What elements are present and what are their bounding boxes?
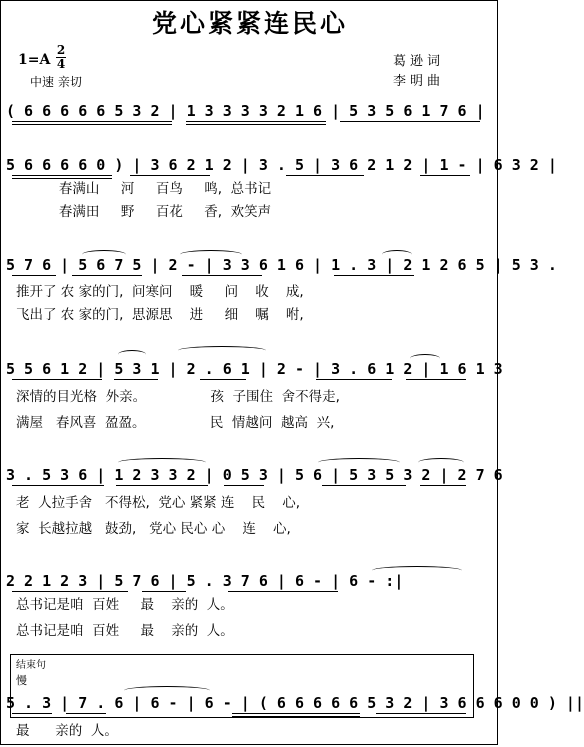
beam — [130, 175, 210, 176]
beam — [12, 379, 102, 380]
beam — [334, 275, 414, 276]
time-signature-bottom: 4 — [56, 57, 66, 71]
lyric-row-2-verse-1: 春满山 河 百鸟 鸣, 总书记 — [16, 181, 272, 197]
slur — [318, 458, 400, 467]
beam — [322, 485, 406, 486]
lyric-row-7: 最 亲的 人。 — [16, 723, 118, 739]
slur — [178, 346, 266, 355]
notation-row-1: ( 6 6 6 6 6 5 3 2 | 1 3 3 3 3 2 1 6 | 5 3 5 6 1 7 6 | — [6, 102, 485, 120]
beam — [228, 591, 338, 592]
lyric-row-3-verse-1: 推开了 农 家的门, 问寒问 暖 问 收 成, — [16, 284, 304, 300]
beam — [316, 379, 392, 380]
beam — [12, 175, 112, 176]
key-signature: 1=A — [18, 52, 51, 68]
beam — [12, 275, 56, 276]
coda-tempo: 慢 — [16, 674, 27, 687]
tempo-marking: 中速 亲切 — [30, 75, 82, 89]
slur — [124, 686, 210, 695]
beam — [12, 591, 128, 592]
slur — [118, 458, 206, 467]
time-signature-top: 2 — [56, 43, 66, 57]
beam — [406, 379, 466, 380]
lyric-row-4-verse-2: 满屋 春风喜 盈盈。 民 情越问 越高 兴, — [16, 415, 335, 431]
beam — [224, 485, 264, 486]
lyric-row-5-verse-1: 老 人拉手舍 不得松, 党心 紧紧 连 民 心, — [16, 495, 301, 511]
beam — [286, 175, 364, 176]
beam — [376, 713, 466, 714]
beam — [142, 591, 186, 592]
lyric-row-3-verse-2: 飞出了 农 家的门, 思源思 进 细 嘱 咐, — [16, 307, 304, 323]
notation-row-7: 5 . 3 | 7 . 6 | 6 - | 6 - | ( 6 6 6 6 6 5 3 2 | 3 6 6 6 0 0 ) || — [6, 694, 584, 712]
song-title: 党心紧紧连民心 — [151, 9, 348, 38]
beam — [114, 379, 158, 380]
beam — [12, 713, 52, 714]
beam — [186, 121, 326, 122]
beam — [200, 379, 246, 380]
coda-label: 结束句 — [16, 660, 46, 671]
beam — [12, 485, 104, 486]
lyric-row-6-verse-1: 总书记是咱 百姓 最 亲的 人。 — [16, 597, 234, 613]
beam — [232, 716, 360, 717]
lyric-row-6-verse-2: 总书记是咱 百姓 最 亲的 人。 — [16, 623, 234, 639]
slur — [180, 250, 242, 259]
notation-row-6: 2 2 1 2 3 | 5 7 6 | 5 . 3 7 6 | 6 - | 6 - :| — [6, 572, 404, 590]
time-signature — [56, 44, 66, 71]
beam — [420, 175, 470, 176]
beam — [12, 121, 172, 122]
lyric-row-5-verse-2: 家 长越拉越 鼓劲, 党心 民心 心 连 心, — [16, 521, 291, 537]
notation-row-5: 3 . 5 3 6 | 1 2 3 3 2 | 0 5 3 | 5 6 | 5 3 5 3 2 | 2 7 6 — [6, 466, 503, 484]
notation-row-3: 5 7 6 | 5 6 7 5 | 2 - | 3 3 6 1 6 | 1 . 3 | 2 1 2 6 5 | 5 3 . — [6, 256, 557, 274]
lyric-row-2-verse-2: 春满田 野 百花 香, 欢笑声 — [16, 204, 272, 220]
lyricist-credit: 葛逊词 — [393, 54, 445, 69]
beam — [340, 121, 480, 122]
slur — [418, 458, 464, 467]
lyric-row-4-verse-1: 深情的目光格 外亲。 孩 子围住 舍不得走, — [16, 389, 340, 405]
beam — [116, 485, 208, 486]
beam — [72, 275, 142, 276]
notation-row-2: 5 6 6 6 6 0 ) | 3 6 2 1 2 | 3 . 5 | 3 6 2 1 2 | 1 - | 6 3 2 | — [6, 156, 557, 174]
slur — [82, 250, 126, 259]
slur — [410, 354, 440, 363]
beam — [12, 178, 112, 179]
slur — [118, 350, 146, 359]
notation-row-4: 5 5 6 1 2 | 5 3 1 | 2 . 6 1 | 2 - | 3 . 6 1 2 | 1 6 1 3 — [6, 360, 503, 378]
beam — [66, 713, 106, 714]
beam — [12, 124, 172, 125]
beam — [232, 713, 360, 714]
beam — [420, 485, 466, 486]
composer-credit: 李明曲 — [393, 74, 445, 89]
beam — [186, 124, 326, 125]
beam — [182, 275, 262, 276]
slur — [382, 250, 412, 259]
slur — [372, 566, 462, 575]
